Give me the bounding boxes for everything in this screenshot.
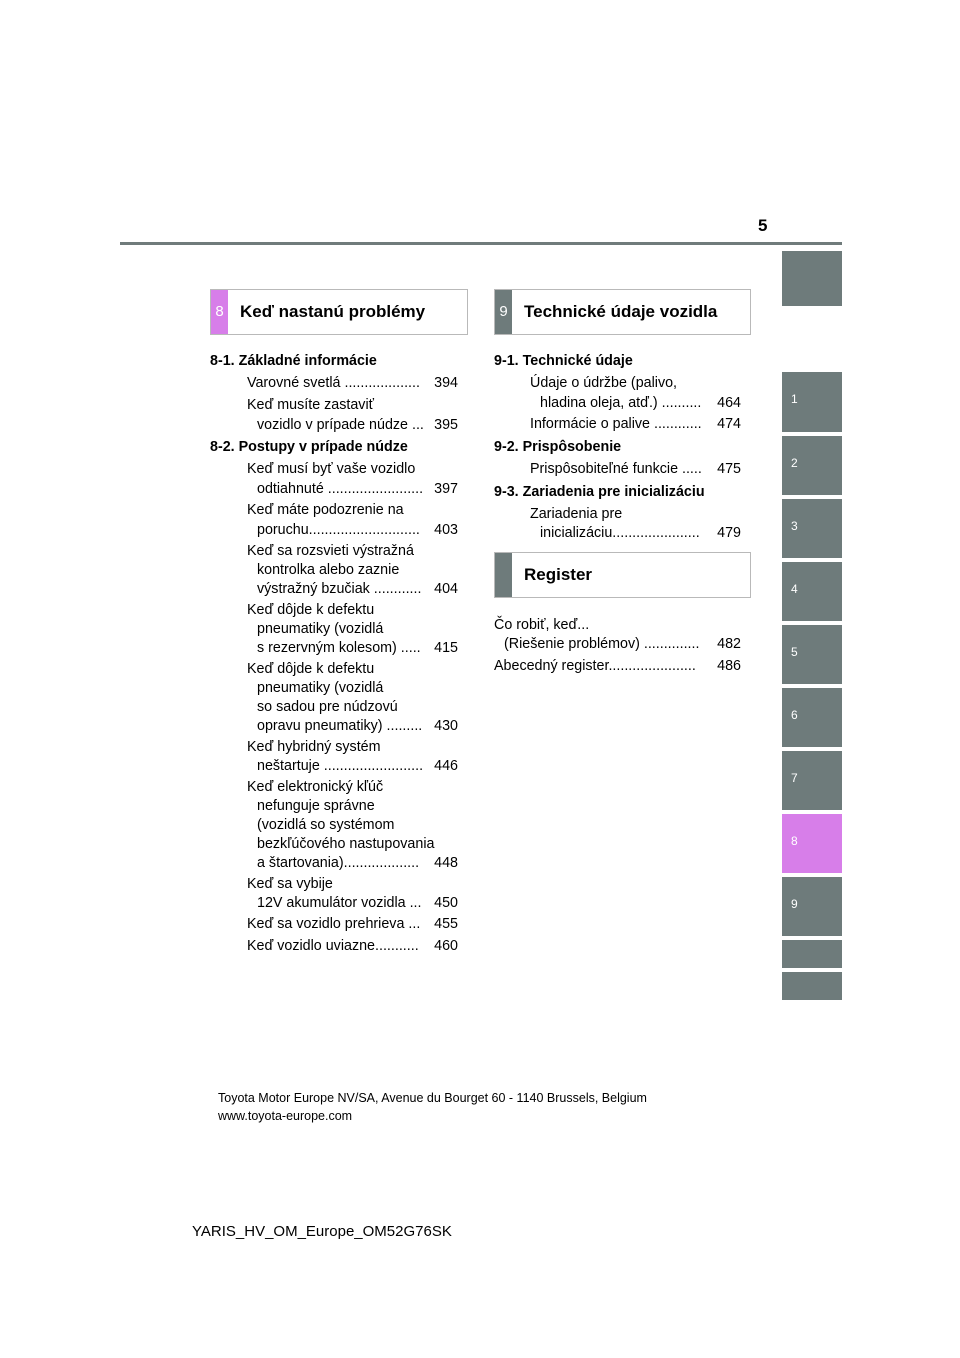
toc-entry[interactable]: bezkľúčového nastupovania bbox=[257, 836, 435, 852]
toc-entry[interactable]: Keď vozidlo uviazne........... 460 bbox=[247, 938, 458, 954]
side-tab-7[interactable]: 7 bbox=[782, 751, 842, 810]
side-tab-5[interactable]: 5 bbox=[782, 625, 842, 684]
toc-entry[interactable]: opravu pneumatiky) ......... 430 bbox=[257, 718, 458, 734]
register-header[interactable] bbox=[494, 552, 751, 598]
toc-entry[interactable]: 12V akumulátor vozidla ... 450 bbox=[257, 895, 458, 911]
register-marker bbox=[495, 553, 512, 597]
toc-entry[interactable]: a štartovania)................... 448 bbox=[257, 855, 458, 871]
section-8-title: Keď nastanú problémy bbox=[240, 302, 426, 321]
toc-entry[interactable]: Údaje o údržbe (palivo, bbox=[530, 375, 678, 391]
toc-entry[interactable]: so sadou pre núdzovú bbox=[257, 699, 398, 715]
toc-entry[interactable]: Keď dôjde k defektu bbox=[247, 661, 375, 677]
toc-entry[interactable]: nefunguje správne bbox=[257, 798, 375, 814]
toc-entry[interactable]: inicializáciu...................... 479 bbox=[540, 525, 741, 541]
toc-chapter[interactable]: 9-3. Zariadenia pre inicializáciu bbox=[494, 484, 705, 500]
side-tab-3[interactable]: 3 bbox=[782, 499, 842, 558]
toc-entry[interactable]: neštartuje ......................... 446 bbox=[257, 758, 458, 774]
toc-entry[interactable]: (Riešenie problémov) .............. 482 bbox=[504, 636, 741, 652]
toc-entry[interactable]: poruchu............................ 403 bbox=[257, 522, 458, 538]
side-tab-8[interactable]: 8 bbox=[782, 814, 842, 873]
toc-entry[interactable]: hladina oleja, atď.) .......... 464 bbox=[540, 395, 741, 411]
toc-entry[interactable]: pneumatiky (vozidlá bbox=[257, 680, 384, 696]
toc-chapter[interactable]: 8-1. Základné informácie bbox=[210, 353, 377, 369]
side-tab-index[interactable] bbox=[782, 972, 842, 1000]
toc-chapter[interactable]: 8-2. Postupy v prípade núdze bbox=[210, 439, 408, 455]
section-8-toc bbox=[210, 352, 458, 962]
toc-entry[interactable]: Informácie o palive ............ 474 bbox=[530, 416, 741, 432]
toc-entry[interactable]: Keď elektronický kľúč bbox=[247, 779, 384, 795]
register-toc bbox=[494, 616, 741, 682]
section-9-header[interactable] bbox=[494, 289, 751, 335]
toc-entry[interactable]: odtiahnuté ........................ 397 bbox=[257, 481, 458, 497]
toc-entry[interactable]: (vozidlá so systémom bbox=[257, 817, 395, 833]
toc-entry[interactable]: Keď musí byť vaše vozidlo bbox=[247, 461, 416, 477]
toc-entry[interactable]: pneumatiky (vozidlá bbox=[257, 621, 384, 637]
toc-entry[interactable]: kontrolka alebo zaznie bbox=[257, 562, 400, 578]
section-8-number: 8 bbox=[211, 290, 228, 334]
side-tab-4[interactable]: 4 bbox=[782, 562, 842, 621]
top-rule bbox=[120, 242, 842, 245]
footer-address: Toyota Motor Europe NV/SA, Avenue du Bourget 60 - 1140 Brussels, Belgium bbox=[218, 1091, 647, 1105]
section-9-number: 9 bbox=[495, 290, 512, 334]
toc-entry[interactable]: Varovné svetlá ................... 394 bbox=[247, 375, 458, 391]
toc-chapter[interactable]: 9-1. Technické údaje bbox=[494, 353, 633, 369]
side-tab-2[interactable]: 2 bbox=[782, 436, 842, 495]
toc-entry[interactable]: Keď sa rozsvieti výstražná bbox=[247, 543, 414, 559]
footer-website[interactable]: www.toyota-europe.com bbox=[218, 1109, 353, 1123]
section-9-title: Technické údaje vozidla bbox=[524, 302, 718, 321]
toc-entry[interactable]: Zariadenia pre bbox=[530, 506, 623, 522]
side-tab-6[interactable]: 6 bbox=[782, 688, 842, 747]
register-title: Register bbox=[524, 565, 593, 584]
section-8-header[interactable] bbox=[210, 289, 468, 335]
toc-entry[interactable]: výstražný bzučiak ............ 404 bbox=[257, 581, 458, 597]
toc-entry[interactable]: Prispôsobiteľné funkcie ..... 475 bbox=[530, 461, 741, 477]
toc-entry[interactable]: Abecedný register...................... 486 bbox=[494, 658, 741, 674]
toc-chapter[interactable]: 9-2. Prispôsobenie bbox=[494, 439, 622, 455]
side-tab-1[interactable]: 1 bbox=[782, 372, 842, 432]
side-tab-top[interactable] bbox=[782, 251, 842, 306]
toc-entry[interactable]: Keď sa vybije bbox=[247, 876, 333, 892]
toc-entry[interactable]: vozidlo v prípade núdze ... 395 bbox=[257, 417, 458, 433]
document-code: YARIS_HV_OM_Europe_OM52G76SK bbox=[192, 1223, 452, 1240]
side-tab-register[interactable] bbox=[782, 940, 842, 968]
toc-entry[interactable]: Keď máte podozrenie na bbox=[247, 502, 404, 518]
toc-entry[interactable]: Keď sa vozidlo prehrieva ... 455 bbox=[247, 916, 458, 932]
toc-entry[interactable]: Čo robiť, keď... bbox=[494, 617, 590, 633]
section-9-toc bbox=[494, 352, 741, 552]
side-tab-9[interactable]: 9 bbox=[782, 877, 842, 936]
toc-entry[interactable]: Keď dôjde k defektu bbox=[247, 602, 375, 618]
toc-entry[interactable]: Keď musíte zastaviť bbox=[247, 397, 374, 413]
toc-entry[interactable]: Keď hybridný systém bbox=[247, 739, 381, 755]
toc-entry[interactable]: s rezervným kolesom) ..... 415 bbox=[257, 640, 458, 656]
page-number: 5 bbox=[758, 216, 768, 235]
